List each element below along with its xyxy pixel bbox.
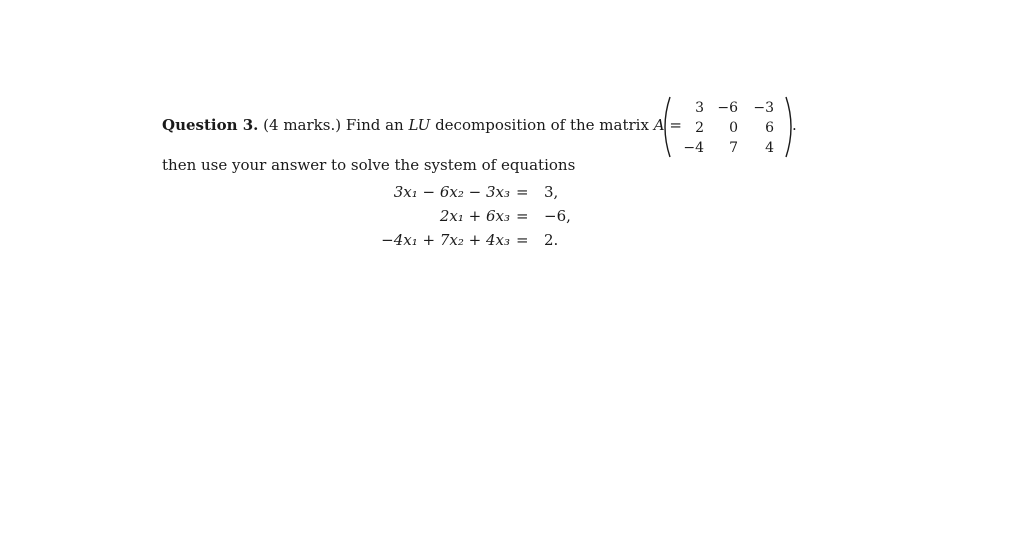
- matrix-cell: 6: [765, 120, 774, 136]
- equation-equals: =: [516, 207, 529, 225]
- matrix-a: [658, 96, 798, 158]
- matrix-cell: 7: [729, 140, 738, 156]
- question-marks: (4 marks.): [263, 116, 342, 134]
- lu-symbol: LU: [408, 116, 431, 134]
- matrix-cell: 0: [729, 120, 738, 136]
- equation-rhs: 3,: [544, 183, 559, 201]
- equation-row: [330, 204, 630, 228]
- instruction-text: then use your answer to solve the system of equations: [162, 156, 576, 174]
- matrix-cell: −4: [683, 140, 704, 156]
- equation-row: [330, 180, 630, 204]
- equation-row: [330, 228, 630, 252]
- equation-equals: =: [516, 183, 529, 201]
- question-text-before: Find an: [345, 116, 404, 134]
- matrix-cell: 3: [695, 100, 704, 116]
- question-text-after: decomposition of the matrix: [435, 116, 649, 134]
- question-statement: [162, 114, 682, 136]
- matrix-cell: −6: [717, 100, 738, 116]
- matrix-cell: −3: [753, 100, 774, 116]
- equation-lhs: −4x₁ + 7x₂ + 4x₃: [381, 231, 510, 249]
- matrix-symbol: A: [653, 116, 665, 134]
- equals-sign: =: [669, 116, 682, 134]
- equation-equals: =: [516, 231, 529, 249]
- equation-rhs: 2.: [544, 231, 559, 249]
- matrix-period: .: [792, 116, 797, 134]
- question-label: Question 3.: [162, 116, 259, 134]
- equation-lhs: 3x₁ − 6x₂ − 3x₃: [393, 183, 510, 201]
- matrix-entries: [676, 98, 776, 158]
- matrix-cell: 2: [695, 120, 704, 136]
- left-parenthesis: [658, 96, 672, 158]
- equation-system: [330, 180, 630, 252]
- equation-rhs: −6,: [544, 207, 571, 225]
- equation-lhs: 2x₁ + 6x₃: [439, 207, 510, 225]
- matrix-cell: 4: [765, 140, 774, 156]
